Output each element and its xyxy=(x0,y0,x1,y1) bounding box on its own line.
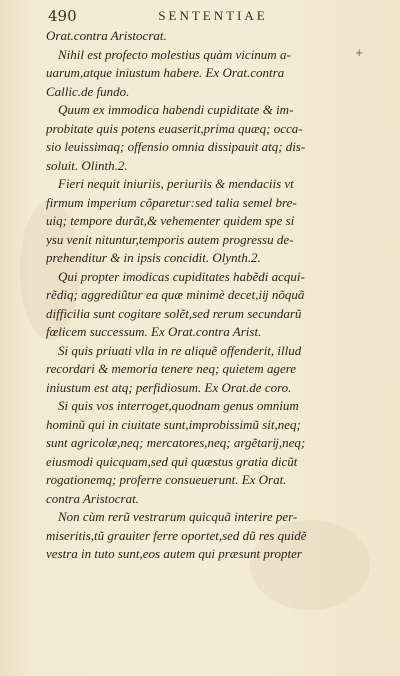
text-line: uarum,atque iniustum habere. Ex Orat.contra xyxy=(46,65,285,80)
text-line: Quum ex immodica habendi cupiditate & im- xyxy=(58,102,294,117)
text-line: prehenditur & in ipsis concidit. Olynth.2. xyxy=(46,250,261,265)
running-head: SENTENTIAE xyxy=(158,8,268,23)
text-line: probitate quis potens euaserit,prima quæq; occa- xyxy=(46,120,303,136)
text-line: rogationemq; proferre consueuerunt. Ex Orat. xyxy=(46,472,287,487)
text-line: miseritis,tũ grauiter ferre oportet,sed dũ res quidẽ xyxy=(46,527,307,543)
text-line: Fieri nequit iniuriis, periuriis & mendaciis vt xyxy=(58,176,294,191)
text-line: firmum imperium cõparetur:sed talia semel bre- xyxy=(46,194,297,210)
text-line: Callic.de fundo. xyxy=(46,83,130,99)
text-line: difficilia sunt cogitare solẽt,sed rerum secundarũ xyxy=(46,305,302,321)
text-line: Orat.contra Aristocrat. xyxy=(46,28,167,43)
text-line: ysu venit nituntur,temporis autem progressu de- xyxy=(46,231,294,247)
text-line: fœlicem successum. Ex Orat.contra Arist. xyxy=(46,324,262,339)
text-line: vestra in tuto sunt,eos autem qui præsunt propter xyxy=(46,546,302,561)
text-line: sunt agricolæ,neq; mercatores,neq; argẽtarĳ,neq; xyxy=(46,435,306,450)
text-line: hominũ qui in ciuitate sunt,improbissimũ sit,neq; xyxy=(46,416,301,432)
text-line: soluit. Olinth.2. xyxy=(46,157,128,173)
text-line: rẽdiq; aggrediũtur ea quæ minimè decet,iĳ nõquã xyxy=(46,287,305,302)
text-body xyxy=(46,27,370,564)
text-line: Non cùm rerũ vestrarum quicquã interire per- xyxy=(58,509,298,524)
text-line: uiq; tempore durãt,& vehementer quidem spe si xyxy=(46,213,295,228)
text-line: Si quis priuati vlla in re aliquẽ offenderit, illud xyxy=(58,342,302,358)
text-line: eiusmodi quicquam,sed qui quæstus gratia dicũt xyxy=(46,453,298,469)
text-line: Nihil est profecto molestius quàm vicinum a- xyxy=(58,46,291,62)
text-line: iniustum est atq; perfidiosum. Ex Orat.de coro. xyxy=(46,379,292,395)
text-line: recordari & memoria tenere neq; quietem agere xyxy=(46,361,297,376)
page-number: 490 xyxy=(48,7,77,25)
page-header xyxy=(48,7,378,27)
text-line: contra Aristocrat. xyxy=(46,490,139,506)
margin-mark: + xyxy=(355,48,364,59)
text-line: Si quis vos interroget,quodnam genus omnium xyxy=(58,398,299,413)
text-line: sio leuissimaq; offensio omnia dissipauit atq; dis- xyxy=(46,139,306,154)
text-line: Qui propter imodicas cupiditates habẽdi acqui- xyxy=(58,268,305,284)
